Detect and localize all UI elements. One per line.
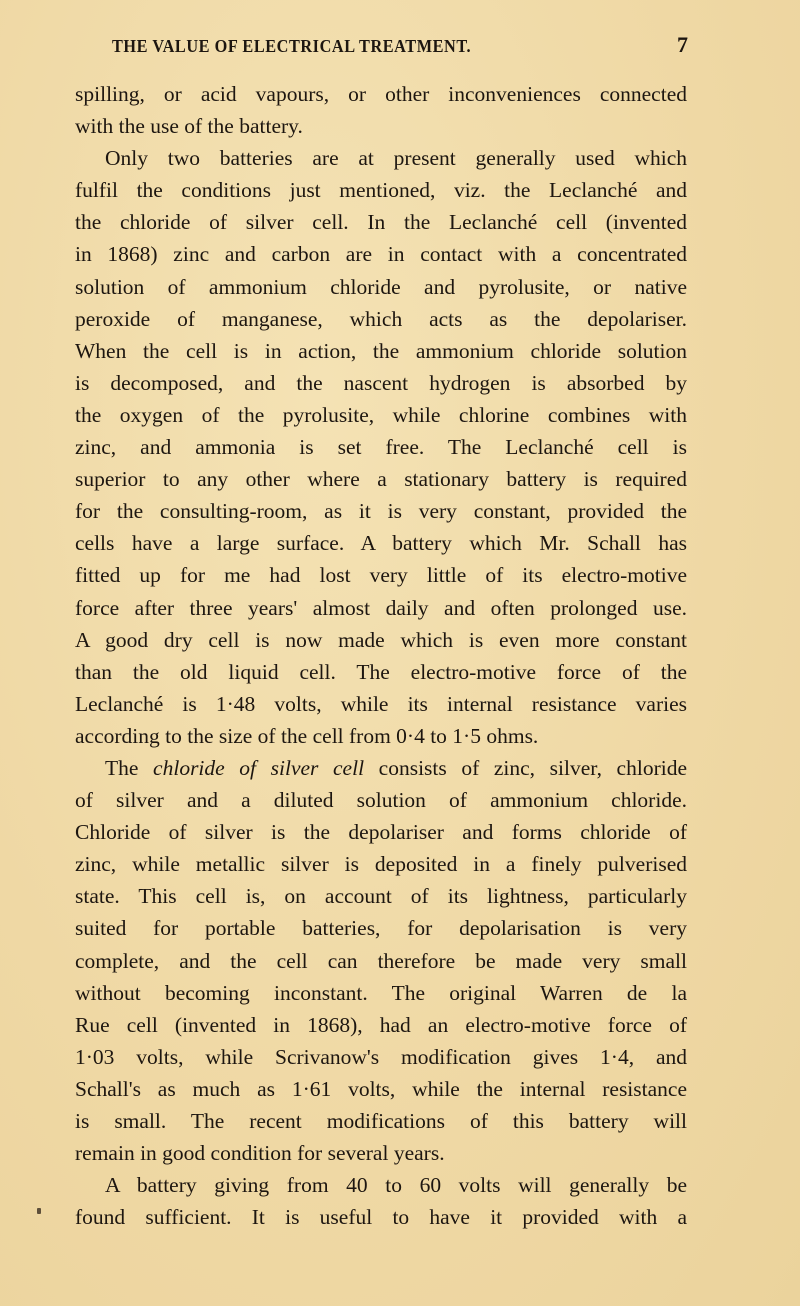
margin-mark <box>37 1208 41 1214</box>
paragraph-start-line: Only two batteries are at present generally used which <box>105 146 687 171</box>
line-suffix <box>364 756 379 780</box>
text-line: complete, and the cell can therefore be made very small <box>75 948 687 973</box>
page-number: 7 <box>677 32 688 57</box>
text-line: of silver and a diluted solution of ammonium chloride. <box>75 788 687 813</box>
text-line: force after three years' almost daily and often prolonged use. <box>75 595 687 620</box>
text-line: according to the size of the cell from 0·4 to 1·5 ohms. <box>75 723 539 748</box>
text-line: the chloride of silver cell. In the Leclanché cell (invented <box>75 210 687 235</box>
text-line: found sufficient. It is useful to have it provided with a <box>75 1205 687 1230</box>
text-line: fitted up for me had lost very little of its electro-motive <box>75 563 687 588</box>
text-line: Rue cell (invented in 1868), had an electro-motive force of <box>75 1012 687 1037</box>
text-line: superior to any other where a stationary battery is required <box>75 467 687 492</box>
text-line: in 1868) zinc and carbon are in contact with a concentrated <box>75 242 687 267</box>
text-line: suited for portable batteries, for depolarisation is very <box>75 916 687 941</box>
body-text <box>75 78 687 1233</box>
running-head <box>0 30 800 60</box>
text-line: Leclanché is 1·48 volts, while its internal resistance varies <box>75 691 687 716</box>
text-line: with the use of the battery. <box>75 114 303 139</box>
italic-term: chloride of silver cell <box>153 755 365 780</box>
text-line: the oxygen of the pyrolusite, while chlorine combines with <box>75 402 687 427</box>
running-title: THE VALUE OF ELECTRICAL TREATMENT. <box>112 36 472 56</box>
text-line: spilling, or acid vapours, or other inconveniences connected <box>75 82 687 106</box>
text-line: without becoming inconstant. The original Warren de la <box>75 980 687 1005</box>
paragraph-start-line <box>75 752 687 784</box>
text-line: Schall's as much as 1·61 volts, while the internal resistance <box>75 1076 687 1101</box>
text-line: cells have a large surface. A battery which Mr. Schall has <box>75 531 687 556</box>
text-line: A good dry cell is now made which is even more constant <box>75 627 687 652</box>
text-line: for the consulting-room, as it is very constant, provided the <box>75 499 687 524</box>
text-line: is small. The recent modifications of this battery will <box>75 1109 687 1133</box>
paragraph-start-line: A battery giving from 40 to 60 volts will generally be <box>105 1173 687 1198</box>
text-line: Chloride of silver is the depolariser and forms chloride of <box>75 820 687 845</box>
text-line: When the cell is in action, the ammonium chloride solution <box>75 338 687 363</box>
line-prefix: The <box>105 755 154 780</box>
text-line: solution of ammonium chloride and pyrolusite, or native <box>75 274 687 299</box>
line-rest: consists of zinc, silver, chloride <box>378 755 687 780</box>
text-line: is decomposed, and the nascent hydrogen is absorbed by <box>75 370 687 395</box>
text-line: zinc, while metallic silver is deposited in a finely pulverised <box>75 852 687 877</box>
text-line: fulfil the conditions just mentioned, viz. the Leclanché and <box>75 178 687 203</box>
text-line: remain in good condition for several years. <box>75 1141 445 1166</box>
text-line: state. This cell is, on account of its lightness, particularly <box>75 884 687 909</box>
text-line: zinc, and ammonia is set free. The Leclanché cell is <box>75 435 687 460</box>
text-line: than the old liquid cell. The electro-motive force of the <box>75 659 687 684</box>
text-line: peroxide of manganese, which acts as the depolariser. <box>75 306 687 331</box>
text-line: 1·03 volts, while Scrivanow's modification gives 1·4, and <box>75 1044 687 1069</box>
